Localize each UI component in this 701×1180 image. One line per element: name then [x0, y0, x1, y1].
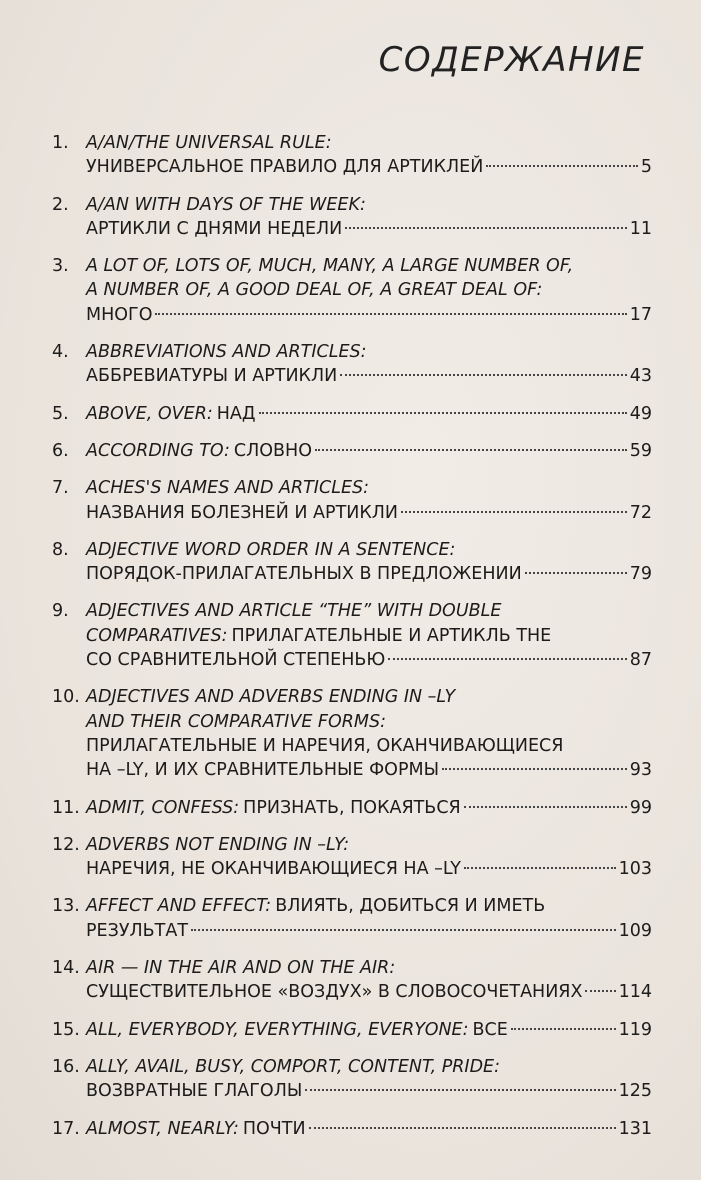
russian-translation: НАЗВАНИЯ БОЛЕЗНЕЙ И АРТИКЛИ	[86, 502, 399, 523]
page-number: 114	[618, 982, 652, 1003]
toc-entry[interactable]	[52, 402, 652, 426]
toc-entry-line	[52, 758, 652, 782]
entry-number: 7.	[52, 478, 69, 499]
page-number: 59	[629, 440, 652, 461]
entry-number: 15.	[52, 1019, 80, 1040]
dot-leader	[388, 658, 626, 660]
toc-entry-line	[52, 857, 652, 881]
dot-leader	[309, 1127, 616, 1129]
toc-entry-line	[52, 364, 652, 388]
toc-entry-line	[52, 217, 652, 241]
toc-entry[interactable]	[52, 1055, 652, 1104]
entry-number: 4.	[52, 342, 69, 363]
russian-translation: СО СРАВНИТЕЛЬНОЙ СТЕПЕНЬЮ	[86, 650, 386, 671]
toc-entry-line	[52, 894, 652, 918]
english-topic: ADJECTIVE WORD ORDER IN A SENTENCE:	[86, 539, 456, 560]
russian-translation: НА –LY, И ИХ СРАВНИТЕЛЬНЫЕ ФОРМЫ	[86, 760, 440, 781]
russian-translation: ВОЗВРАТНЫЕ ГЛАГОЛЫ	[86, 1081, 303, 1102]
page-number: 131	[618, 1118, 652, 1139]
english-topic: ADJECTIVES AND ARTICLE “THE” WITH DOUBLE	[86, 601, 502, 622]
toc-entry[interactable]	[52, 956, 652, 1005]
toc-entry[interactable]	[52, 1018, 652, 1042]
toc-entry-line	[52, 734, 652, 758]
dot-leader	[464, 867, 616, 869]
table-of-contents	[52, 131, 652, 1154]
page-title: СОДЕРЖАНИЕ	[378, 40, 645, 80]
russian-translation: ПОРЯДОК-ПРИЛАГАТЕЛЬНЫХ В ПРЕДЛОЖЕНИИ	[86, 564, 522, 585]
dot-leader	[486, 165, 638, 167]
english-topic: ALL, EVERYBODY, EVERYTHING, EVERYONE:	[86, 1019, 469, 1040]
russian-translation: НАРЕЧИЯ, НЕ ОКАНЧИВАЮЩИЕСЯ НА –LY	[86, 859, 461, 880]
toc-entry-line	[52, 1079, 652, 1103]
toc-entry-line	[52, 131, 652, 155]
page-number: 109	[618, 920, 652, 941]
toc-entry-line	[52, 1018, 652, 1042]
toc-entry-line	[52, 956, 652, 980]
page-number: 49	[629, 403, 652, 424]
toc-entry[interactable]	[52, 254, 652, 327]
entry-number: 5.	[52, 403, 69, 424]
page-number: 125	[618, 1081, 652, 1102]
toc-entry-line	[52, 278, 652, 302]
toc-entry[interactable]	[52, 1117, 652, 1141]
russian-translation: СЛОВНО	[233, 440, 312, 461]
english-topic: ABOVE, OVER:	[86, 403, 213, 424]
entry-number: 17.	[52, 1118, 80, 1139]
russian-translation: РЕЗУЛЬТАТ	[86, 920, 189, 941]
dot-leader	[340, 374, 627, 376]
dot-leader	[511, 1028, 616, 1030]
english-topic: A/AN/THE UNIVERSAL RULE:	[86, 133, 332, 153]
dot-leader	[345, 227, 626, 229]
entry-number: 2.	[52, 194, 69, 215]
russian-translation: ВСЕ	[472, 1019, 508, 1040]
page-number: 99	[629, 797, 652, 818]
toc-entry-line	[52, 919, 652, 943]
toc-entry[interactable]	[52, 340, 652, 389]
toc-entry-line	[52, 796, 652, 820]
toc-entry-line	[52, 402, 652, 426]
russian-translation: ПРИЛАГАТЕЛЬНЫЕ И НАРЕЧИЯ, ОКАНЧИВАЮЩИЕСЯ	[86, 735, 564, 756]
toc-entry-line	[52, 624, 652, 648]
dot-leader	[442, 768, 627, 770]
toc-entry-line	[52, 980, 652, 1004]
dot-leader	[315, 449, 627, 451]
toc-entry-line	[52, 710, 652, 734]
toc-entry-line	[52, 538, 652, 562]
entry-number: 6.	[52, 440, 69, 461]
toc-entry-line	[52, 1117, 652, 1141]
dot-leader	[191, 929, 616, 931]
page-number: 43	[629, 366, 652, 387]
english-topic: A/AN WITH DAYS OF THE WEEK:	[86, 194, 366, 215]
page-number: 93	[629, 760, 652, 781]
toc-entry-line	[52, 303, 652, 327]
russian-translation: ВЛИЯТЬ, ДОБИТЬСЯ И ИМЕТЬ	[275, 896, 546, 917]
english-topic: ACCORDING TO:	[86, 440, 230, 461]
page-number: 119	[618, 1019, 652, 1040]
russian-translation: МНОГО	[86, 304, 153, 325]
page-number: 72	[629, 502, 652, 523]
dot-leader	[525, 572, 627, 574]
english-topic: ADVERBS NOT ENDING IN –LY:	[86, 834, 350, 855]
russian-translation: ПРИЗНАТЬ, ПОКАЯТЬСЯ	[243, 797, 461, 818]
toc-entry-line	[52, 193, 652, 217]
toc-entry-line	[52, 155, 652, 179]
toc-entry-line	[52, 648, 652, 672]
page-number: 5	[640, 157, 652, 178]
entry-number: 9.	[52, 601, 69, 622]
entry-number: 12.	[52, 834, 80, 855]
toc-entry-line	[52, 254, 652, 278]
russian-translation: АРТИКЛИ С ДНЯМИ НЕДЕЛИ	[86, 218, 343, 239]
entry-number: 11.	[52, 797, 80, 818]
dot-leader	[401, 511, 627, 513]
russian-translation: АББРЕВИАТУРЫ И АРТИКЛИ	[86, 366, 338, 387]
toc-entry-line	[52, 476, 652, 500]
russian-translation: ПРИЛАГАТЕЛЬНЫЕ И АРТИКЛЬ THE	[231, 625, 552, 646]
english-topic: ALMOST, NEARLY:	[86, 1118, 239, 1139]
russian-translation: НАД	[216, 403, 256, 424]
toc-entry-line	[52, 340, 652, 364]
english-topic: ADJECTIVES AND ADVERBS ENDING IN –LY	[86, 687, 456, 708]
english-topic: AND THEIR COMPARATIVE FORMS:	[86, 711, 387, 732]
english-topic: ALLY, AVAIL, BUSY, COMPORT, CONTENT, PRIDE:	[86, 1056, 501, 1077]
page-number: 87	[629, 650, 652, 671]
toc-entry[interactable]	[52, 476, 652, 525]
toc-entry[interactable]	[52, 796, 652, 820]
dot-leader	[585, 990, 615, 992]
toc-entry[interactable]	[52, 538, 652, 587]
dot-leader	[464, 806, 627, 808]
dot-leader	[305, 1089, 615, 1091]
russian-translation: УНИВЕРСАЛЬНОЕ ПРАВИЛО ДЛЯ АРТИКЛЕЙ	[86, 157, 484, 178]
toc-entry-line	[52, 599, 652, 623]
toc-entry[interactable]	[52, 131, 652, 180]
entry-number: 8.	[52, 539, 69, 560]
page-number: 17	[629, 304, 652, 325]
toc-entry[interactable]	[52, 833, 652, 882]
page-number: 103	[618, 859, 652, 880]
english-topic: ACHES'S NAMES AND ARTICLES:	[86, 478, 369, 499]
russian-translation: СУЩЕСТВИТЕЛЬНОЕ «ВОЗДУХ» В СЛОВОСОЧЕТАНИЯХ	[86, 982, 583, 1003]
entry-number: 14.	[52, 958, 80, 979]
dot-leader	[259, 412, 627, 414]
toc-entry-line	[52, 439, 652, 463]
toc-entry-line	[52, 501, 652, 525]
english-topic: ABBREVIATIONS AND ARTICLES:	[86, 342, 367, 363]
english-topic: AFFECT AND EFFECT:	[86, 896, 272, 917]
toc-entry[interactable]	[52, 193, 652, 242]
toc-entry-line	[52, 562, 652, 586]
dot-leader	[155, 313, 626, 315]
toc-entry[interactable]	[52, 685, 652, 782]
entry-number: 16.	[52, 1056, 80, 1077]
page-number: 11	[629, 218, 652, 239]
toc-entry[interactable]	[52, 599, 652, 672]
entry-number: 13.	[52, 896, 80, 917]
english-topic: COMPARATIVES:	[86, 625, 228, 646]
toc-entry[interactable]	[52, 439, 652, 463]
entry-number: 10.	[52, 687, 80, 708]
toc-entry-line	[52, 685, 652, 709]
english-topic: AIR — IN THE AIR AND ON THE AIR:	[86, 958, 396, 979]
page-number: 79	[629, 564, 652, 585]
toc-entry[interactable]	[52, 894, 652, 943]
english-topic: ADMIT, CONFESS:	[86, 797, 240, 818]
toc-entry-line	[52, 1055, 652, 1079]
english-topic: A NUMBER OF, A GOOD DEAL OF, A GREAT DEAL OF:	[86, 280, 543, 301]
english-topic: A LOT OF, LOTS OF, MUCH, MANY, A LARGE NUMBER OF,	[86, 256, 574, 277]
russian-translation: ПОЧТИ	[242, 1118, 306, 1139]
entry-number: 3.	[52, 256, 69, 277]
toc-entry-line	[52, 833, 652, 857]
entry-number: 1.	[52, 133, 69, 153]
